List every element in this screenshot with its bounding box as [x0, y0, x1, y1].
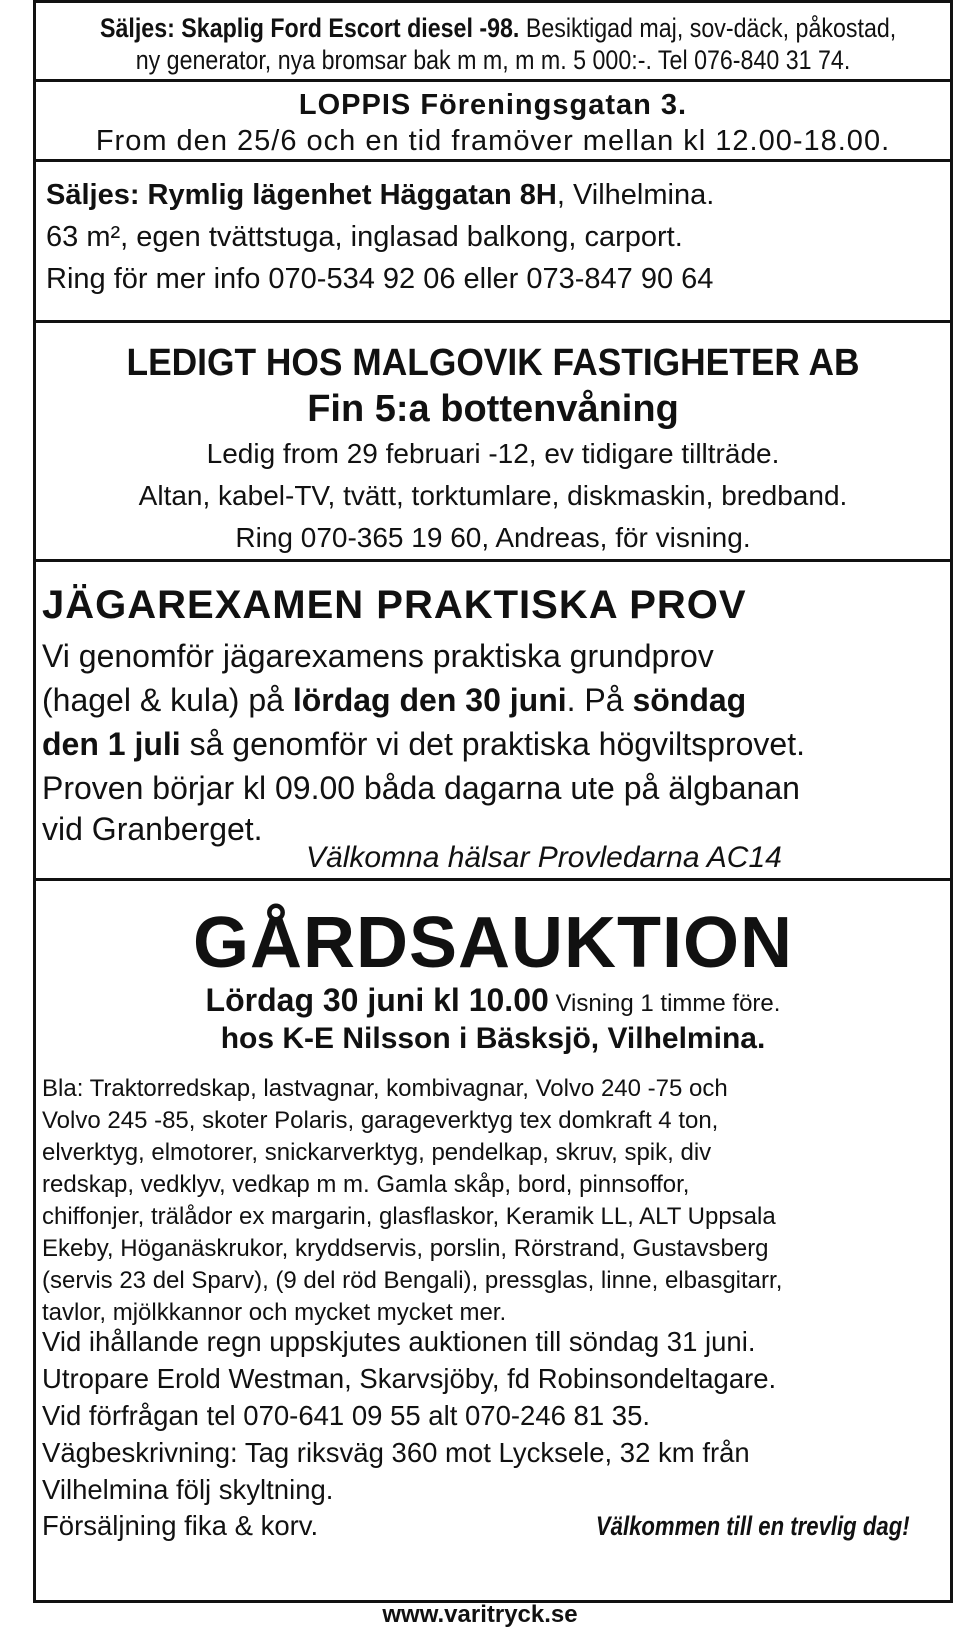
ad-auction-info-line: Vid ihållande regn uppskjutes auktionen till söndag 31 juni. [42, 1326, 756, 1357]
ad-auction-headline: GÅRDSAUKTION [193, 903, 793, 983]
ad-malgovik [33, 320, 953, 562]
ad-auction-info-line: Vilhelmina följ skyltning. [42, 1474, 334, 1505]
ad-auction-items-line: elverktyg, elmotorer, snickarverktyg, pendelkap, skruv, spik, div [42, 1139, 712, 1166]
ad-hunting-line2-a: (hagel & kula) på [42, 682, 293, 718]
ad-car-text-b: ny generator, nya bromsar bak m m, m m. 5 000:-. Tel 076-840 31 74. [135, 45, 851, 75]
ad-hunting-line1: Vi genomför jägarexamens praktiska grundprov [42, 638, 714, 674]
ad-hunting-headline: JÄGAREXAMEN PRAKTISKA PROV [42, 583, 747, 627]
ad-car-headline: Säljes: Skaplig Ford Escort diesel -98. [99, 13, 520, 43]
ad-auction-items-line: redskap, vedklyv, vedkap m m. Gamla skåp, bord, pinnsoffor, [42, 1171, 690, 1198]
ad-hunting-line3-a: den 1 juli [42, 726, 181, 762]
ad-hunting-line2-d: söndag [632, 682, 747, 718]
ad-auction-viewing: Visning 1 timme före. [548, 990, 781, 1017]
ad-auction-info-line: Utropare Erold Westman, Skarvsjöby, fd Robinsondeltagare. [42, 1363, 777, 1394]
ad-auction-items [42, 1073, 942, 1329]
ad-auction-info-line: Vägbeskrivning: Tag riksväg 360 mot Lycksele, 32 km från [42, 1437, 750, 1468]
ad-auction-info-line: Vid förfrågan tel 070-641 09 55 alt 070-246 81 35. [42, 1400, 651, 1431]
ad-car-line1 [99, 13, 897, 43]
ad-loppis-headline: LOPPIS Föreningsgatan 3. [298, 89, 688, 121]
ad-auction-items-line: (servis 23 del Sparv), (9 del röd Bengali), pressglas, linne, elbasgitarr, [42, 1267, 783, 1294]
ad-auction-date-line [36, 981, 950, 1023]
ad-auction-items-line: Ekeby, Höganäskrukor, kryddservis, porslin, Rörstrand, Gustavsberg [42, 1235, 769, 1262]
ad-apartment-line2: 63 m², egen tvättstuga, inglasad balkong, carport. [46, 221, 683, 253]
ad-auction-location: hos K-E Nilsson i Bäsksjö, Vilhelmina. [220, 1022, 766, 1055]
ad-loppis-text: From den 25/6 och en tid framöver mellan kl 12.00-18.00. [95, 125, 891, 157]
ad-apartment-headline-suffix: , Vilhelmina. [556, 179, 715, 211]
ad-auction-items-line: tavlor, mjölkkannor och mycket mycket mer. [42, 1299, 507, 1326]
ad-hunting-line2-b: lördag den 30 juni [292, 682, 567, 718]
ad-hunting-line5: vid Granberget. [42, 811, 263, 847]
ad-malgovik-line2: Altan, kabel-TV, tvätt, torktumlare, diskmaskin, bredband. [138, 480, 848, 511]
ad-auction-date: Lördag 30 juni kl 10.00 [205, 982, 549, 1018]
ad-farm-auction [33, 878, 953, 1603]
ad-auction-items-line: chiffonjer, trälådor ex margarin, glasflaskor, Keramik LL, ALT Uppsala [42, 1203, 776, 1230]
ad-apartment [33, 159, 953, 323]
ad-auction-items-line: Volvo 245 -85, skoter Polaris, garageverktyg tex domkraft 4 ton, [42, 1107, 719, 1134]
ad-auction-welcome: Välkommen till en trevlig dag! [596, 1511, 910, 1541]
ad-hunting-line4: Proven börjar kl 09.00 båda dagarna ute på älgbanan [42, 770, 800, 806]
footer-website: www.varitryck.se [382, 1601, 578, 1628]
ad-apartment-line3: Ring för mer info 070-534 92 06 eller 073-847 90 64 [46, 263, 714, 295]
ad-auction-sale: Försäljning fika & korv. [42, 1510, 319, 1541]
ad-malgovik-line3: Ring 070-365 19 60, Andreas, för visning. [235, 522, 751, 553]
ad-hunting-exam [33, 559, 953, 881]
ad-hunting-line2-c: . På [566, 682, 633, 718]
ad-car-text-a: Besiktigad maj, sov-däck, påkostad, [519, 13, 897, 43]
ad-auction-items-line: Bla: Traktorredskap, lastvagnar, kombivagnar, Volvo 240 -75 och [42, 1075, 728, 1102]
ad-hunting-signature: Välkomna hälsar Provledarna AC14 [306, 841, 782, 874]
ad-malgovik-headline1: LEDIGT HOS MALGOVIK FASTIGHETER AB [126, 342, 860, 384]
ad-hunting-line3-b: så genomför vi det praktiska högviltsprovet. [180, 726, 805, 762]
ad-loppis [33, 79, 953, 162]
ad-hunting-line3 [42, 725, 805, 763]
ad-apartment-line1 [46, 178, 714, 212]
ad-malgovik-headline2: Fin 5:a bottenvåning [307, 388, 679, 430]
ad-apartment-headline: Säljes: Rymlig lägenhet Häggatan 8H [46, 179, 557, 211]
ad-car-for-sale [33, 0, 953, 82]
ad-hunting-line2 [42, 681, 746, 719]
ad-malgovik-line1: Ledig from 29 februari -12, ev tidigare tillträde. [206, 438, 780, 469]
ad-auction-info [42, 1323, 942, 1508]
